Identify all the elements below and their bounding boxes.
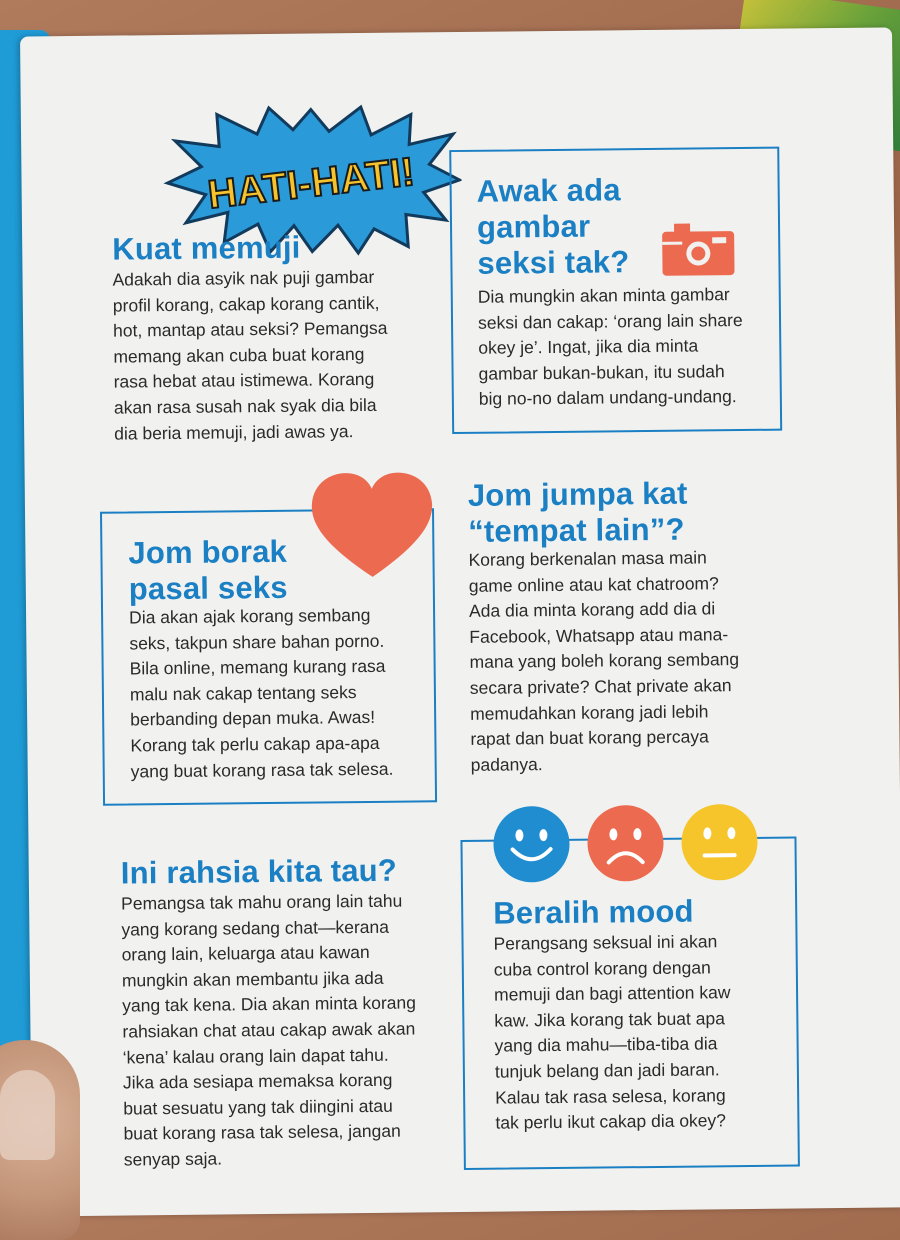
section-title-gambar: Awak ada gambar seksi tak? [476,172,629,282]
section-title-mood: Beralih mood [493,894,694,932]
section-body-jumpa: Korang berkenalan masa main game online atau kat chatroom? Ada dia minta korang add dia di Facebook, Whatsapp atau mana- mana yang boleh korang sembang secara private? Chat private akan memudahkan korang jadi lebih rapat dan buat korang percaya padanya. [468,545,740,778]
heart-icon [308,470,437,581]
happy-face-icon [492,805,571,884]
section-title-kuat-memuji: Kuat memuji [112,230,301,268]
sad-face-icon [586,804,665,883]
section-title-rahsia: Ini rahsia kita tau? [121,853,398,892]
booklet-page [20,27,900,1216]
section-body-mood: Perangsang seksual ini akan cuba control korang dengan memuji dan bagi attention kaw kaw. Jika korang tak buat apa yang dia mahu—tiba-tiba dia tunjuk belang dan jadi baran. Kalau tak rasa selesa, korang tak perlu ikut cakap dia okey? [493,929,732,1136]
banner-text: HATI-HATI! [206,150,417,218]
thumbnail [0,1070,55,1160]
section-body-kuat-memuji: Adakah dia asyik nak puji gambar profil korang, cakap korang cantik, hot, mantap atau seksi? Pemangsa memang akan cuba buat korang rasa hebat atau istimewa. Korang akan rasa susah nak syak dia bila dia beria memuji, jadi awas ya. [112,265,388,447]
section-body-borak: Dia akan ajak korang sembang seks, takpun share bahan porno. Bila online, memang kurang rasa malu nak cakap tentang seks berbanding depan muka. Awas! Korang tak perlu cakap apa-apa yang buat korang rasa tak selesa. [129,603,394,785]
section-body-rahsia: Pemangsa tak mahu orang lain tahu yang korang sedang chat—kerana orang lain, keluarga atau kawan mungkin akan membantu jika ada yang tak kena. Dia akan minta korang rahsiakan chat atau cakap awak akan ‘kena’ kalau orang lain dapat tahu. Jika ada sesiapa memaksa korang buat sesuatu yang tak diingini atau buat korang rasa tak selesa, jangan senyap saja. [121,888,418,1173]
section-title-borak: Jom borak pasal seks [128,534,288,608]
neutral-face-icon [680,803,759,882]
camera-icon [660,219,737,278]
section-body-gambar: Dia mungkin akan minta gambar seksi dan cakap: ‘orang lain share okey je’. Ingat, jika dia minta gambar bukan-bukan, itu sudah big no-no dalam undang-undang. [478,282,744,413]
section-title-jumpa: Jom jumpa kat “tempat lain”? [468,476,688,550]
